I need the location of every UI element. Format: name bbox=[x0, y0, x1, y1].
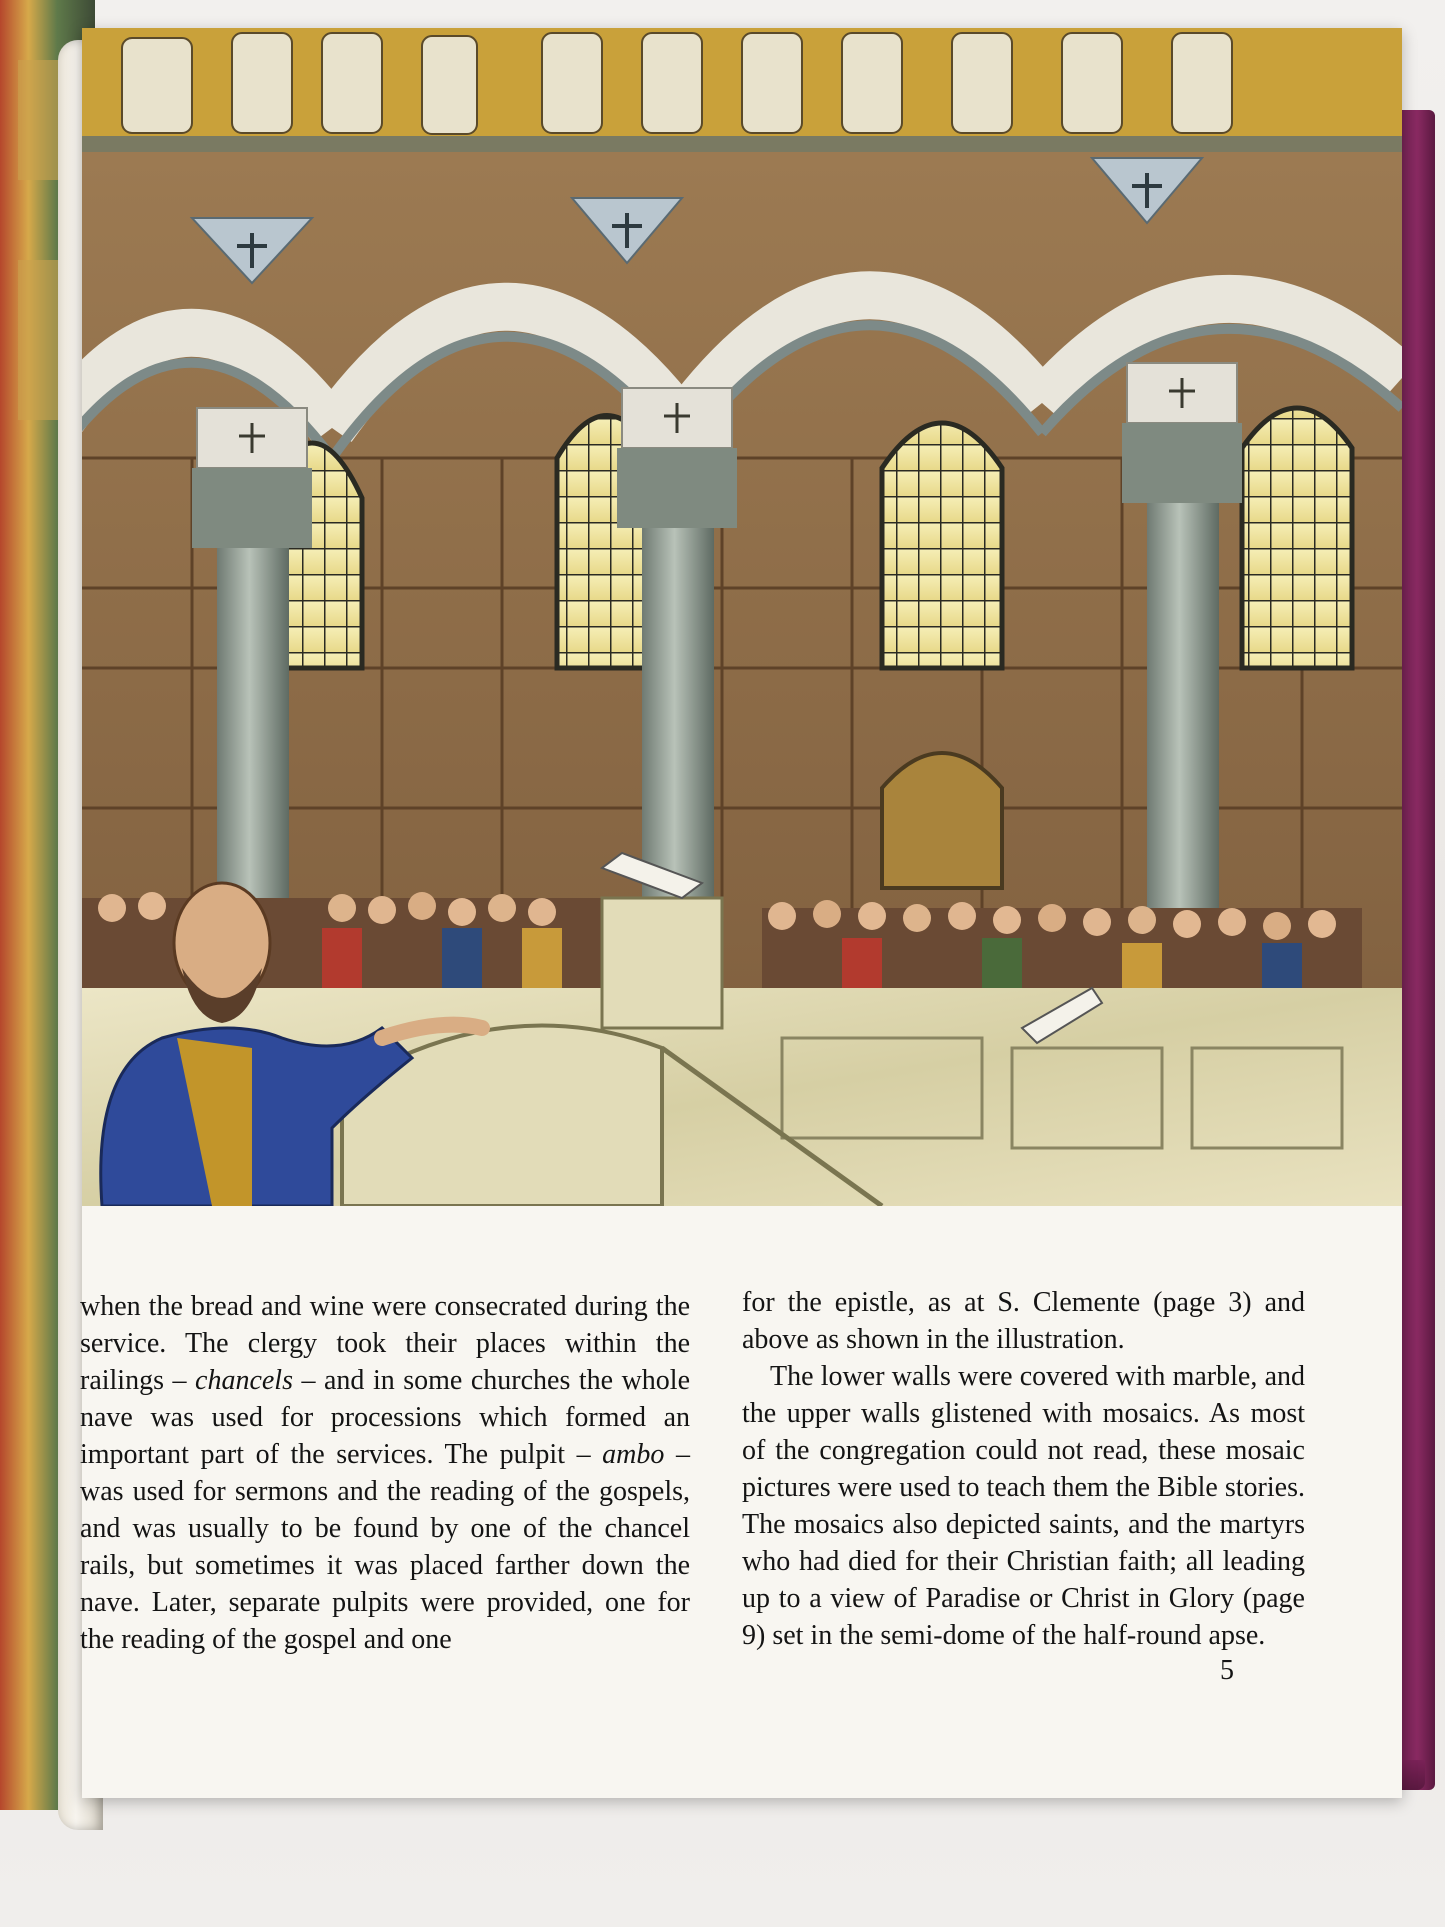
left-text-column bbox=[82, 1288, 690, 1658]
article-text bbox=[82, 1206, 1402, 1798]
term-ambo: ambo bbox=[602, 1439, 665, 1470]
basilica-illustration bbox=[82, 28, 1402, 1206]
book-page bbox=[82, 28, 1402, 1798]
left-text-1: when the bread and wine were consecrated during the service. The clergy took their places within the railings – bbox=[80, 1291, 690, 1396]
left-text-3: – was used for sermons and the reading of the gospels, and was usually to be found by one of the chancel rails, but sometimes it was placed farther down the nave. Later, separate pulpits were provided, one for the reading of the gospel and one bbox=[80, 1439, 690, 1655]
page-number: 5 bbox=[1220, 1655, 1234, 1686]
paragraph-left bbox=[80, 1288, 690, 1658]
term-chancels: chancels bbox=[195, 1365, 293, 1396]
paragraph-right-1: for the epistle, as at S. Clemente (page 3) and above as shown in the illustration. bbox=[742, 1287, 1305, 1355]
left-text-2: – and in some churches the whole nave was used for processions which formed an important part of the services. The pulpit – bbox=[80, 1365, 690, 1470]
paragraph-right-2: The lower walls were covered with marble, and the upper walls glistened with mosaics. As most of the congregation could not read, these mosaic pictures were used to teach them the Bible stories. The mosaics also depicted saints, and the martyrs who had died for their Christian faith; all leading up to a view of Paradise or Christ in Glory (page 9) set in the semi-dome of the half-round apse. bbox=[742, 1361, 1305, 1651]
right-text-column bbox=[742, 1284, 1305, 1654]
